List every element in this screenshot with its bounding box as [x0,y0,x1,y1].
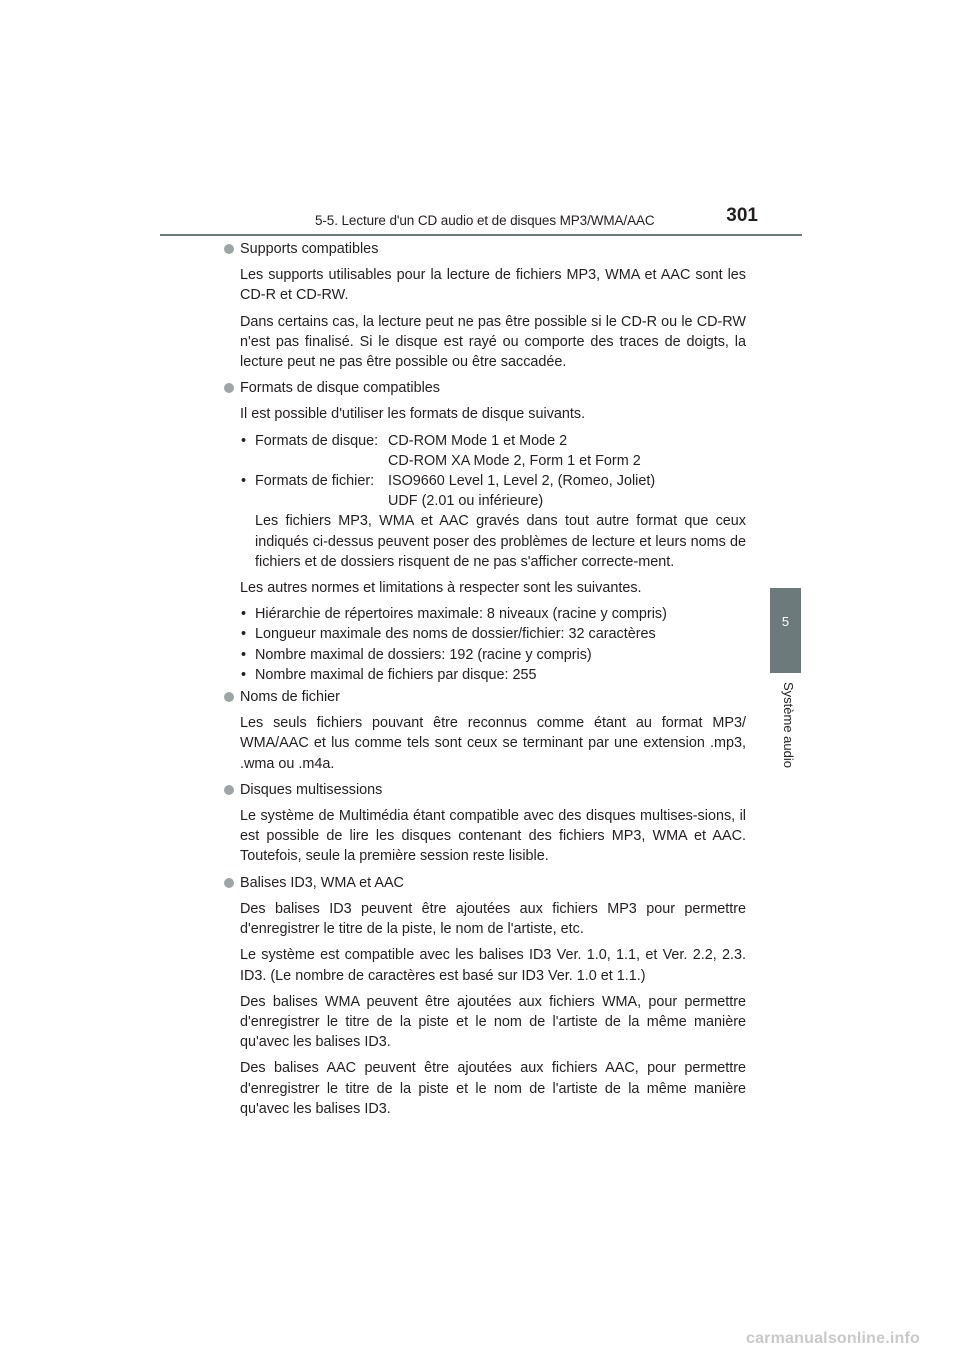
section-heading-tags [222,873,746,893]
list-item-file-formats [240,471,746,511]
format-note: Les fichiers MP3, WMA et AAC gravés dans tout autre format que ceux indiqués ci-dessus peuvent poser des problèmes de lecture et leurs noms de fichiers et de dossiers risquent de ne pas s'afficher correcte-ment. [255,513,746,570]
section-title: 5-5. Lecture d'un CD audio et de disques MP3/WMA/AAC [315,213,655,228]
list-item-text: Nombre maximal de fichiers par disque: 255 [255,666,537,683]
bullet-dot-icon [224,878,234,888]
list-dot-icon: • [241,606,247,623]
list-item [240,665,746,685]
section-heading-filenames [222,687,746,707]
bullet-dot-icon [224,692,234,702]
format-value: ISO9660 Level 1, Level 2, (Romeo, Joliet) [388,473,656,490]
bullet-dot-icon [224,383,234,393]
list-item [240,624,746,644]
section-heading-label: Supports compatibles [240,241,379,257]
bullet-dot-icon [224,785,234,795]
format-value: CD-ROM Mode 1 et Mode 2 [388,432,568,449]
paragraph: Les seuls fichiers pouvant être reconnus comme étant au format MP3/ WMA/AAC et lus comme tels sont ceux se terminant par une extension .mp3, .wma ou .m4a. [240,715,746,772]
chapter-tab[interactable] [770,588,801,673]
limits-list [240,604,746,685]
bullet-dot-icon [224,244,234,254]
list-dot-icon: • [241,626,247,643]
list-item-text: Nombre maximal de dossiers: 192 (racine y compris) [255,646,592,663]
format-value: UDF (2.01 ou inférieure) [388,493,544,510]
list-item [240,604,746,624]
format-value: CD-ROM XA Mode 2, Form 1 et Form 2 [388,452,641,469]
page-header [160,200,802,236]
page-number: 301 [726,205,758,226]
list-dot-icon: • [241,666,247,683]
format-label: Formats de disque: [255,432,379,449]
section-heading-label: Disques multisessions [240,781,383,798]
list-dot-icon: • [241,646,247,663]
header-rule [160,234,802,236]
paragraph: Le système est compatible avec les balises ID3 Ver. 1.0, 1.1, et Ver. 2.2, 2.3. ID3. (Le nombre de caractères est basé sur ID3 Ver. 1.0 et 1.1.) [240,947,746,984]
section-heading-supports [222,239,746,259]
section-heading-label: Formats de disque compatibles [240,380,440,397]
paragraph: Des balises AAC peuvent être ajoutées aux fichiers AAC, pour permettre d'enregistrer le titre de la piste et le nom de l'artiste de la même manière qu'avec les balises ID3. [240,1060,746,1117]
paragraph: Les supports utilisables pour la lecture de fichiers MP3, WMA et AAC sont les CD-R et CD-RW. [240,267,746,304]
paragraph: Dans certains cas, la lecture peut ne pas être possible si le CD-R ou le CD-RW n'est pas finalisé. Si le disque est rayé ou comporte des traces de doigts, la lecture peut ne pas être possible ou être saccadée. [240,313,746,371]
chapter-number: 5 [781,614,790,629]
list-item-disc-formats [240,431,746,471]
paragraph: Les autres normes et limitations à respecter sont les suivantes. [240,580,642,597]
format-label: Formats de fichier: [255,473,375,490]
watermark-logo: carmanualsonline.info [745,1330,920,1347]
section-heading-label: Balises ID3, WMA et AAC [240,874,404,891]
list-dot-icon: • [241,432,247,449]
list-item-text: Longueur maximale des noms de dossier/fichier: 32 caractères [255,626,656,643]
section-heading-formats [222,378,746,398]
paragraph: Des balises ID3 peuvent être ajoutées aux fichiers MP3 pour permettre d'enregistrer le titre de la piste, le nom de l'artiste, etc. [240,900,746,938]
chapter-label: Système audio [781,682,796,768]
page-content [222,239,746,1125]
list-item [240,645,746,665]
paragraph: Il est possible d'utiliser les formats de disque suivants. [240,406,586,423]
list-dot-icon: • [241,473,247,490]
paragraph: Des balises WMA peuvent être ajoutées aux fichiers WMA, pour permettre d'enregistrer le titre de la piste et le nom de l'artiste de la même manière qu'avec les balises ID3. [240,993,746,1051]
section-heading-label: Noms de fichier [240,689,340,706]
list-item-text: Hiérarchie de répertoires maximale: 8 niveaux (racine y compris) [255,606,667,623]
section-heading-multisession [222,780,746,800]
paragraph: Le système de Multimédia étant compatible avec des disques multises-sions, il est possible de lire les disques contenant des fichiers MP3, WMA et AAC. Toutefois, seule la première session reste lisible. [240,808,746,865]
format-list [240,431,746,512]
